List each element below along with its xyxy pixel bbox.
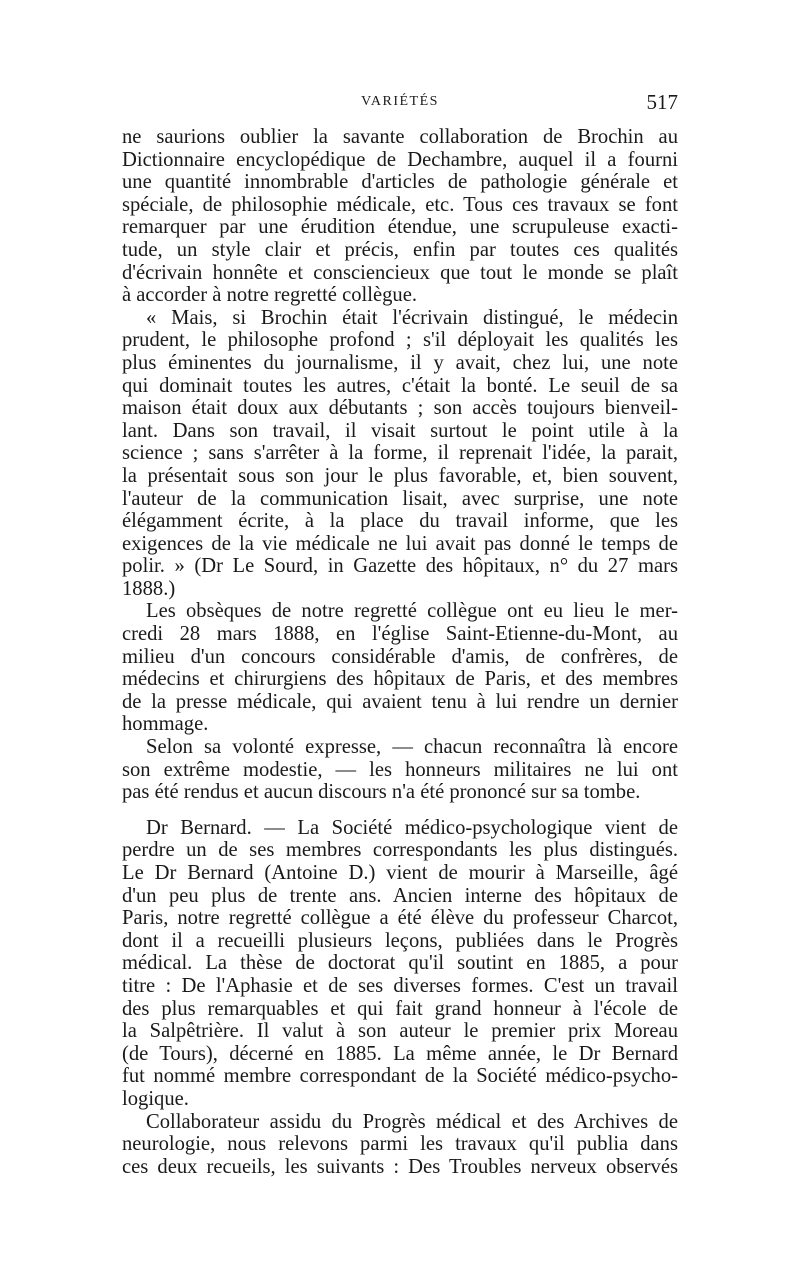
text-line: plus éminentes du journalisme, il y avait, chez lui, une note bbox=[122, 351, 678, 374]
text-line: élégamment écrite, à la place du travail informe, que les bbox=[122, 510, 678, 533]
article-body bbox=[122, 126, 678, 1178]
text-line: Collaborateur assidu du Progrès médical et des Archives de bbox=[146, 1110, 678, 1133]
text-line: Selon sa volonté expresse, — chacun reconnaîtra là encore bbox=[146, 736, 678, 759]
text-line: dont il a recueilli plusieurs leçons, publiées dans le Progrès bbox=[122, 929, 678, 952]
text-line: une quantité innombrable d'articles de pathologie générale et bbox=[122, 171, 678, 194]
text-line: médecins et chirurgiens des hôpitaux de Paris, et des membres bbox=[122, 668, 678, 691]
text-line: polir. » (Dr Le Sourd, in Gazette des hôpitaux, n° du 27 mars bbox=[122, 555, 678, 578]
text-line: pas été rendus et aucun discours n'a été prononcé sur sa tombe. bbox=[122, 781, 641, 804]
text-line: ces deux recueils, les suivants : Des Troubles nerveux observés bbox=[122, 1155, 678, 1178]
text-line: qui dominait toutes les autres, c'était la bonté. Le seuil de sa bbox=[122, 374, 678, 397]
text-line: Le Dr Bernard (Antoine D.) vient de mourir à Marseille, âgé bbox=[122, 862, 678, 884]
text-line: médical. La thèse de doctorat qu'il soutint en 1885, a pour bbox=[122, 952, 678, 975]
text-line: maison était doux aux débutants ; son accès toujours bienveil- bbox=[122, 397, 678, 420]
text-line: l'auteur de la communication lisait, avec surprise, une note bbox=[122, 487, 678, 510]
text-line: « Mais, si Brochin était l'écrivain distingué, le médecin bbox=[146, 306, 678, 329]
text-line: remarquer par une érudition étendue, une scrupuleuse exacti- bbox=[122, 216, 678, 239]
text-line: ne saurions oublier la savante collaboration de Brochin au bbox=[122, 126, 678, 148]
text-line: la présentait sous son jour le plus favorable, et, bien souvent, bbox=[122, 464, 678, 487]
text-line: 1888.) bbox=[122, 577, 176, 600]
text-line: d'un peu plus de trente ans. Ancien interne des hôpitaux de bbox=[122, 884, 678, 907]
text-line: science ; sans s'arrêter à la forme, il reprenait l'idée, la parait, bbox=[122, 442, 678, 465]
text-line: la Salpêtrière. Il valut à son auteur le premier prix Moreau bbox=[122, 1020, 678, 1043]
text-line: perdre un de ses membres correspondants les plus distingués. bbox=[122, 839, 678, 862]
page-number: 517 bbox=[646, 90, 678, 114]
text-line: des plus remarquables et qui fait grand honneur à l'école de bbox=[122, 997, 678, 1020]
text-line: logique. bbox=[122, 1087, 189, 1110]
text-line: spéciale, de philosophie médicale, etc. Tous ces travaux se font bbox=[122, 193, 678, 216]
running-head: VARIÉTÉS bbox=[361, 94, 439, 109]
text-line: neurologie, nous relevons parmi les travaux qu'il publia dans bbox=[122, 1133, 678, 1156]
text-line: tude, un style clair et précis, enfin par toutes ces qualités bbox=[122, 238, 678, 261]
text-line: credi 28 mars 1888, en l'église Saint-Etienne-du-Mont, au bbox=[122, 623, 678, 646]
text-line: Paris, notre regretté collègue a été élève du professeur Charcot, bbox=[122, 907, 678, 930]
text-line: titre : De l'Aphasie et de ses diverses formes. C'est un travail bbox=[122, 974, 678, 997]
text-line: de la presse médicale, qui avaient tenu à lui rendre un dernier bbox=[122, 690, 678, 713]
text-line: exigences de la vie médicale ne lui avait pas donné le temps de bbox=[122, 532, 678, 555]
text-line: milieu d'un concours considérable d'amis, de confrères, de bbox=[122, 645, 678, 668]
text-line: prudent, le philosophe profond ; s'il déployait les qualités les bbox=[122, 329, 678, 352]
text-line: hommage. bbox=[122, 713, 209, 736]
page-header bbox=[122, 90, 678, 114]
text-line: Dictionnaire encyclopédique de Dechambre, auquel il a fourni bbox=[122, 148, 678, 171]
text-line: Les obsèques de notre regretté collègue ont eu lieu le mer- bbox=[146, 600, 678, 623]
text-line: lant. Dans son travail, il visait surtout le point utile à la bbox=[122, 419, 678, 442]
text-line: d'écrivain honnête et consciencieux que tout le monde se plaît bbox=[122, 261, 678, 284]
section-gap bbox=[122, 804, 678, 817]
text-line: fut nommé membre correspondant de la Société médico-psycho- bbox=[122, 1065, 678, 1088]
text-line: (de Tours), décerné en 1885. La même année, le Dr Bernard bbox=[122, 1042, 678, 1065]
text-line: à accorder à notre regretté collègue. bbox=[122, 284, 417, 307]
text-line: Dr Bernard. — La Société médico-psychologique vient de bbox=[146, 816, 678, 839]
text-line: son extrême modestie, — les honneurs militaires ne lui ont bbox=[122, 758, 678, 781]
